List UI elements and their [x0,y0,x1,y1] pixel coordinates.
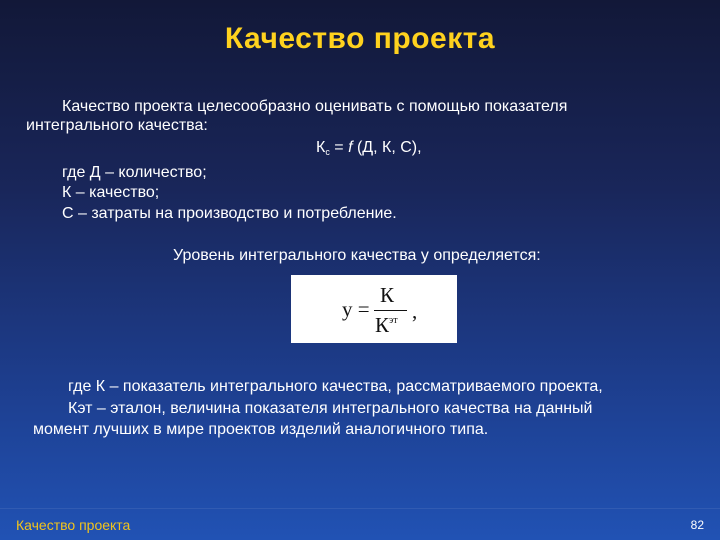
fraction-bar [374,310,407,311]
formula-numerator: К [380,283,395,307]
formula-denominator-sup: эт [389,315,398,326]
explanation-line-1: где К – показатель интегрального качества, рассматриваемого проекта, [68,378,603,395]
formula-denominator [375,313,398,338]
slide-title: Качество проекта [224,22,496,55]
formula-args: (Д, К, С), [352,139,422,156]
formula-y-lhs: у = [342,297,370,321]
formula-lhs: К [316,139,326,156]
definition-c: С – затраты на производство и потребление. [62,205,397,222]
explanation-line-2: Кэт – эталон, величина показателя интегрального качества на данный [68,400,593,417]
footer-title: Качество проекта [16,517,131,533]
formula-function: f [348,139,353,156]
page-number: 82 [690,518,704,532]
formula-comma: , [412,299,418,323]
level-line: Уровень интегрального качества у определяется: [173,247,541,264]
formula-lhs-subscript: с [325,147,330,157]
footer-divider [0,508,720,509]
definition-d: где Д – количество; [62,164,207,181]
definition-k: К – качество; [62,184,160,201]
formula-denominator-base: К [375,313,390,337]
quality-formula [316,138,422,162]
formula-equals: = [329,139,349,156]
intro-line-1: Качество проекта целесообразно оценивать с помощью показателя [62,98,568,115]
intro-line-2: интегрального качества: [26,117,208,134]
integral-quality-formula [291,275,457,343]
explanation-line-3: момент лучших в мире проектов изделий аналогичного типа. [33,421,489,438]
